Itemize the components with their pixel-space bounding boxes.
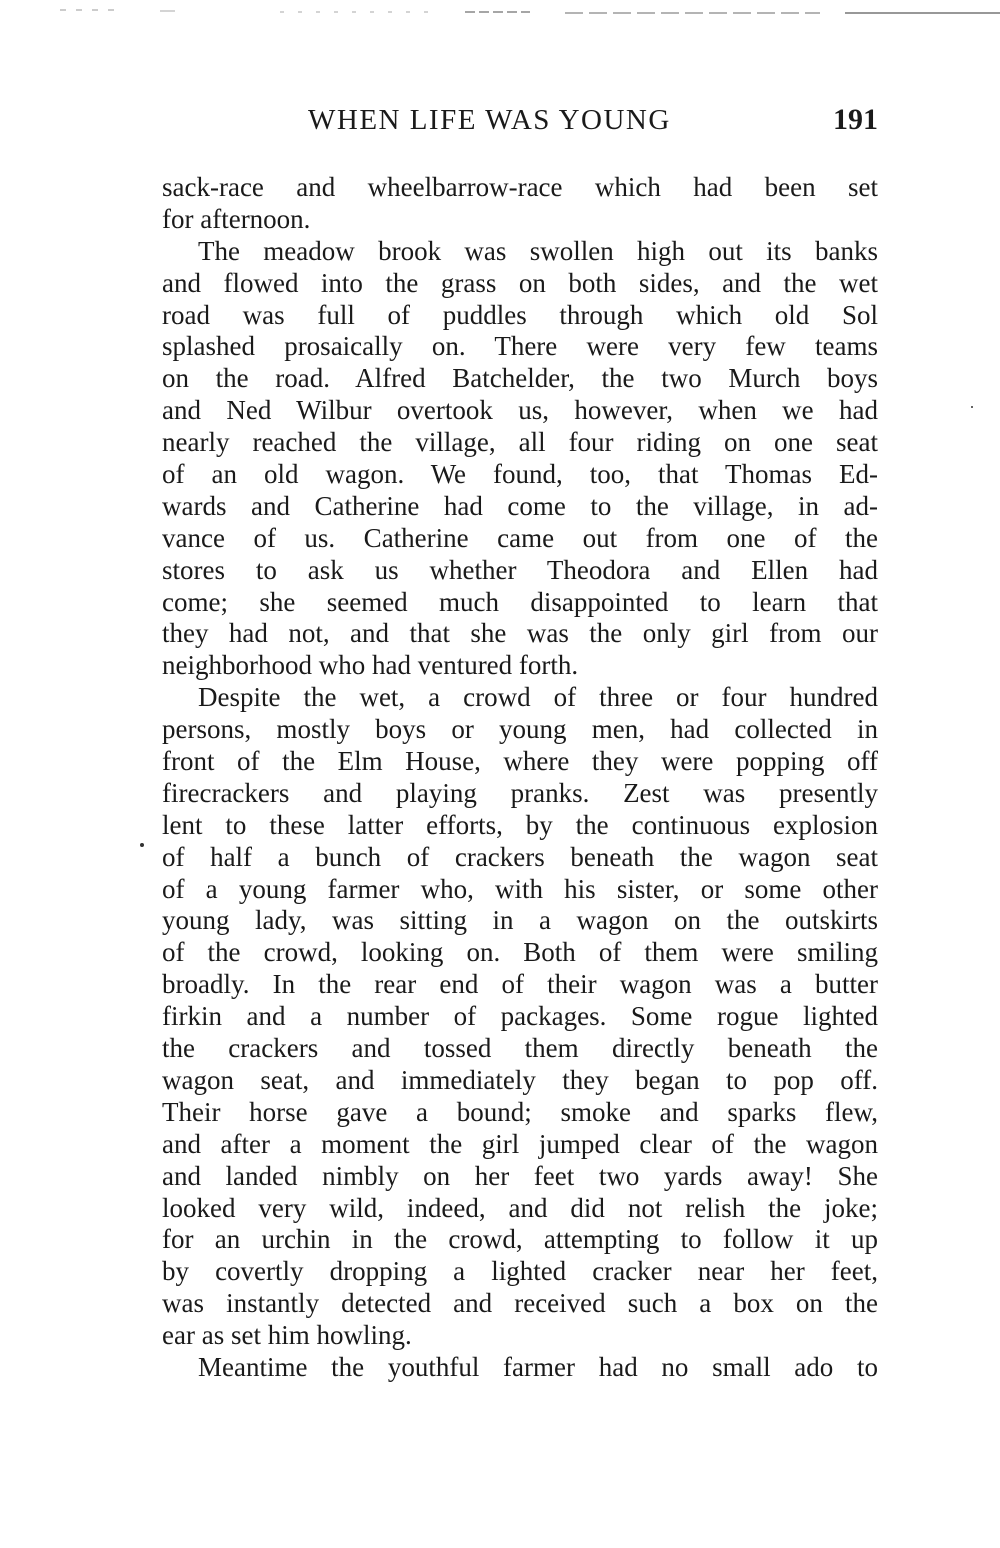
text-line: for afternoon. bbox=[162, 203, 311, 234]
text-line: young lady, was sitting in a wagon on the outskirts bbox=[162, 905, 878, 936]
page-header bbox=[162, 98, 878, 142]
text-line: come; she seemed much disappointed to learn that bbox=[162, 586, 878, 617]
text-line: wagon seat, and immediately they began to pop off. bbox=[162, 1064, 878, 1095]
paragraph-first-line: Despite the wet, a crowd of three or four hundred bbox=[198, 682, 878, 713]
text-line: they had not, and that she was the only girl from our bbox=[162, 618, 878, 649]
text-line: persons, mostly boys or young men, had collected in bbox=[162, 714, 878, 745]
text-line: the crackers and tossed them directly beneath the bbox=[162, 1033, 878, 1064]
text-line: lent to these latter efforts, by the continuous explosion bbox=[162, 809, 878, 840]
print-speck bbox=[971, 406, 973, 408]
text-line: neighborhood who had ventured forth. bbox=[162, 650, 579, 681]
text-line: was instantly detected and received such a box on the bbox=[162, 1288, 878, 1319]
text-line: by covertly dropping a lighted cracker near her feet, bbox=[162, 1256, 878, 1287]
body-text bbox=[162, 172, 878, 1384]
text-line: on the road. Alfred Batchelder, the two Murch boys bbox=[162, 363, 878, 394]
running-title: WHEN LIFE WAS YOUNG bbox=[308, 104, 671, 136]
text-line: of half a bunch of crackers beneath the wagon seat bbox=[162, 841, 878, 872]
text-line: front of the Elm House, where they were popping off bbox=[162, 746, 878, 777]
text-line: and flowed into the grass on both sides, and the wet bbox=[162, 267, 878, 298]
text-line: splashed prosaically on. There were very few teams bbox=[162, 331, 878, 362]
text-line: firkin and a number of packages. Some rogue lighted bbox=[162, 1001, 878, 1032]
text-line: stores to ask us whether Theodora and Ellen had bbox=[162, 554, 878, 585]
text-line: and Ned Wilbur overtook us, however, when we had bbox=[162, 395, 878, 426]
scan-artifact-strip bbox=[0, 8, 1000, 16]
paragraph-first-line: The meadow brook was swollen high out its banks bbox=[198, 235, 878, 266]
text-line: and landed nimbly on her feet two yards away! She bbox=[162, 1160, 878, 1191]
text-line: Their horse gave a bound; smoke and sparks flew, bbox=[162, 1096, 878, 1127]
print-speck bbox=[140, 843, 144, 847]
page-number: 191 bbox=[833, 103, 878, 136]
paragraph-first-line: Meantime the youthful farmer had no small ado to bbox=[198, 1351, 878, 1382]
text-line: and after a moment the girl jumped clear of the wagon bbox=[162, 1128, 878, 1159]
text-line: vance of us. Catherine came out from one of the bbox=[162, 522, 878, 553]
text-line: of a young farmer who, with his sister, or some other bbox=[162, 873, 878, 904]
text-line: wards and Catherine had come to the village, in ad- bbox=[162, 490, 878, 521]
text-line: road was full of puddles through which old Sol bbox=[162, 299, 878, 330]
text-line: looked very wild, indeed, and did not relish the joke; bbox=[162, 1192, 878, 1223]
text-line: ear as set him howling. bbox=[162, 1320, 412, 1351]
text-line: firecrackers and playing pranks. Zest was presently bbox=[162, 777, 878, 808]
text-line: of the crowd, looking on. Both of them were smiling bbox=[162, 937, 878, 968]
text-line: nearly reached the village, all four riding on one seat bbox=[162, 427, 878, 458]
text-line: of an old wagon. We found, too, that Thomas Ed- bbox=[162, 459, 878, 490]
text-line: broadly. In the rear end of their wagon was a butter bbox=[162, 969, 878, 1000]
text-line: for an urchin in the crowd, attempting to follow it up bbox=[162, 1224, 878, 1255]
text-line: sack-race and wheelbarrow-race which had been set bbox=[162, 172, 878, 202]
